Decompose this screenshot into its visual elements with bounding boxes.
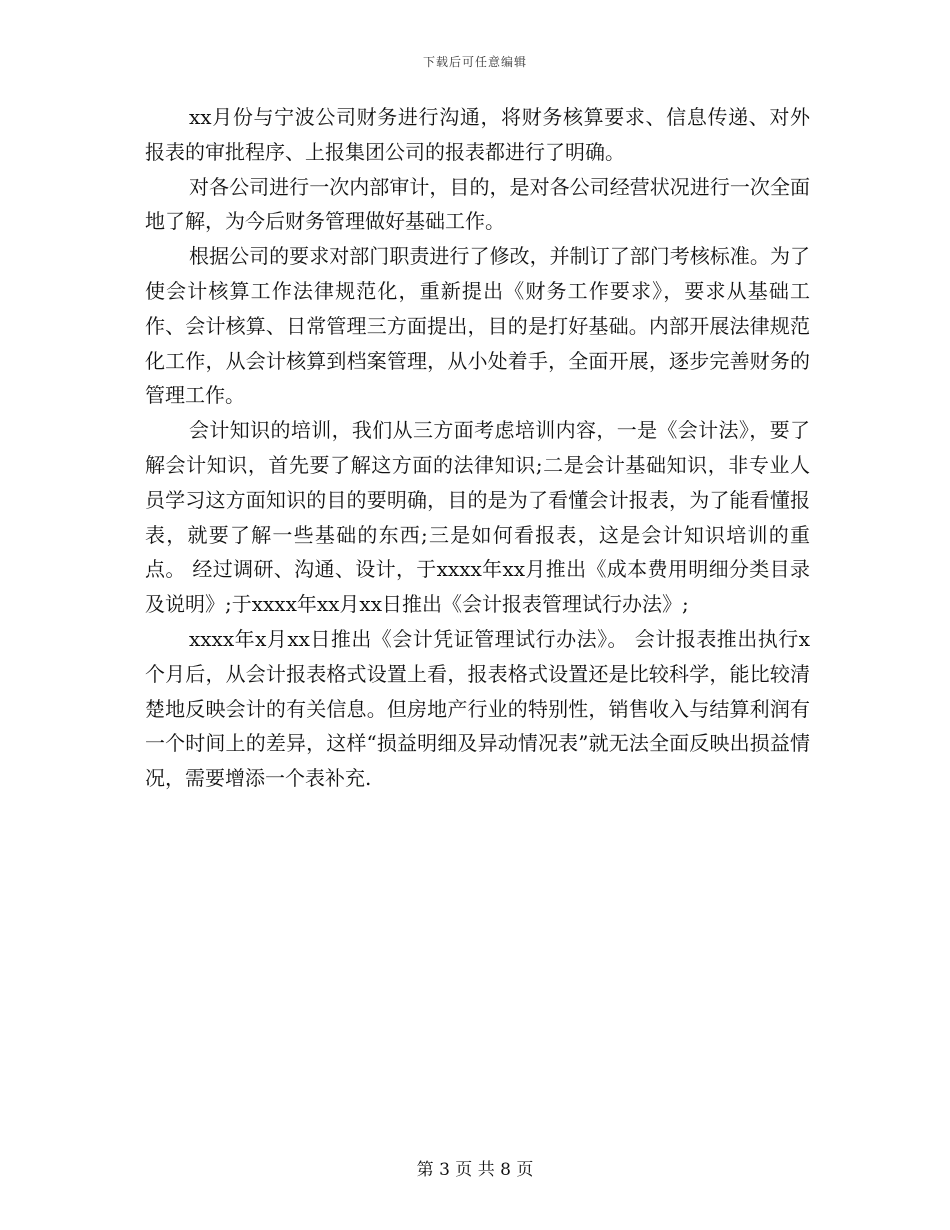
page-header: 下载后可任意编辑 (422, 55, 527, 69)
paragraph-4: 会计知识的培训，我们从三方面考虑培训内容，一是《会计法》，要了解会计知识，首先要了解这方面的法律知识;二是会计基础知识，非专业人员学习这方面知识的目的要明确，目的是为了看懂会计报表，为了能看懂报表，就要了解一些基础的东西;三是如何看报表，这是会计知识培训的重点。 经过调研、沟通、设计，于xxxx年xx月推出《成本费用明细分类目录及说明》;于xxxx年xx月xx日推出《会计报表管理试行办法》; (145, 418, 810, 617)
paragraph-3: 根据公司的要求对部门职责进行了修改，并制订了部门考核标准。为了使会计核算工作法律规范化，重新提出《财务工作要求》，要求从基础工作、会计核算、日常管理三方面提出，目的是打好基础。内部开展法律规范化工作，从会计核算到档案管理，从小处着手，全面开展，逐步完善财务的管理工作。 (145, 244, 810, 408)
paragraph-1: xx月份与宁波公司财务进行沟通，将财务核算要求、信息传递、对外报表的审批程序、上报集团公司的报表都进行了明确。 (145, 105, 810, 164)
paragraph-5: xxxx年x月xx日推出《会计凭证管理试行办法》。 会计报表推出执行x个月后，从会计报表格式设置上看，报表格式设置还是比较科学，能比较清楚地反映会计的有关信息。但房地产行业的特别性，销售收入与结算利润有一个时间上的差异，这样“损益明细及异动情况表”就无法全面反映出损益情况，需要增添一个表补充. (145, 626, 810, 791)
page-number-footer: 第 3 页 共 8 页 (416, 1160, 534, 1180)
document-body (145, 100, 810, 796)
paragraph-2: 对各公司进行一次内部审计，目的，是对各公司经营状况进行一次全面地了解，为今后财务管理做好基础工作。 (145, 174, 810, 234)
